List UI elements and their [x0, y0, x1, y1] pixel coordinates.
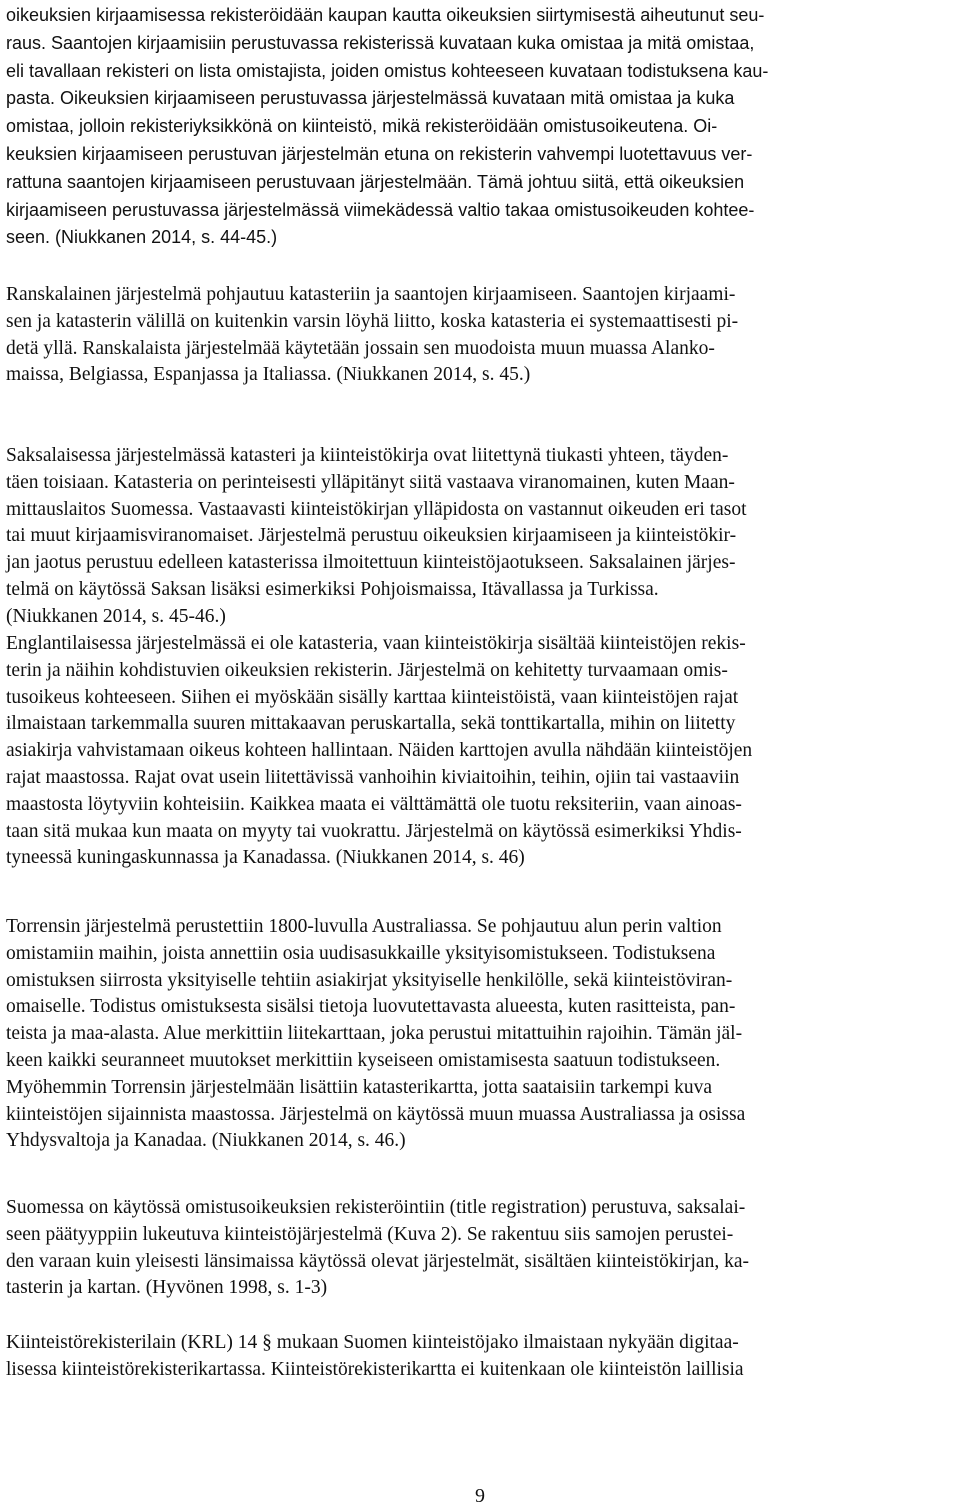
- text-line: [6, 550, 954, 577]
- text-line: [6, 631, 954, 658]
- text-segment: Yhdysvaltoja ja Kanadaa. (Niukkanen 2014, s. 46.): [6, 1130, 406, 1152]
- text-line: [6, 1102, 954, 1129]
- text-segment: tasterin ja kartan. (Hyvönen 1998, s. 1-3): [6, 1277, 328, 1299]
- paragraph: [6, 443, 954, 631]
- text-line: [6, 711, 954, 738]
- text-segment: tyneessä kuningaskunnassa ja Kanadassa. (Niukkanen 2014, s. 46): [6, 847, 525, 869]
- text-segment: asiakirja vahvistamaan oikeus kohteen hallintaan. Näiden karttojen avulla nähdään kiinteistöjen: [6, 740, 753, 762]
- text-segment: täen toisiaan. Katasteria on perinteisesti ylläpitänyt siitä vastaava viranomainen, kuten Maan-: [6, 471, 735, 493]
- paragraph: [6, 631, 954, 872]
- text-line: [6, 362, 954, 389]
- text-segment: mittauslaitos Suomessa. Vastaavasti kiinteistökirjan ylläpidosta on vastannut oikeuden eri tasot: [6, 498, 747, 520]
- text-segment: den varaan kuin yleisesti länsimaissa käytössä olevat järjestelmät, sisältäen kiinteistökirjan, ka-: [6, 1250, 749, 1272]
- text-segment: Kiinteistörekisterilain (KRL) 14 § mukaan Suomen kiinteistöjako ilmaistaan nykyään digitaa-: [6, 1332, 739, 1353]
- text-segment: oikeuksien kirjaamisessa rekisteröidään kaupan kautta oikeuksien siirtymisestä aiheutunut seu-: [6, 5, 765, 25]
- text-segment: rattuna saantojen kirjaamiseen perustuvaan järjestelmään. Tämä johtuu siitä, että oikeuksien: [6, 171, 745, 192]
- paragraph: [6, 1195, 954, 1302]
- text-segment: pasta. Oikeuksien kirjaamiseen perustuvassa järjestelmässä kuvataan mitä omistaa ja kuka: [6, 88, 735, 109]
- text-segment: Suomessa on käytössä omistusoikeuksien rekisteröintiin (title registration) perustuva, saksalai-: [6, 1197, 746, 1218]
- text-segment: lisessa kiinteistörekisterikartassa. Kiinteistörekisterikartta ei kuitenkaan ole kiinteistön laillisia: [6, 1358, 744, 1380]
- text-line: [6, 738, 954, 765]
- paragraph: [6, 1330, 954, 1384]
- text-line: [6, 968, 954, 995]
- text-line: [6, 113, 954, 141]
- text-segment: omistuksen siirrosta yksityiselle tehtiin asiakirjat yksityiselle henkilölle, sekä kiinteistöviran-: [6, 969, 733, 991]
- text-segment: jan jaotus perustuu edelleen katasterissa ilmoitettuun kiinteistöjaotukseen. Saksalainen järjes-: [6, 552, 736, 574]
- text-line: [6, 470, 954, 497]
- text-segment: omistamiin maihin, joista annettiin osia uudisasukkaille yksityisomistukseen. Todistuksena: [6, 942, 716, 964]
- text-segment: tusoikeus kohteeseen. Siihen ei myöskään sisälly karttaa kiinteistöistä, vaan kiinteistöjen rajat: [6, 686, 739, 708]
- text-segment: keuksien kirjaamiseen perustuvan järjestelmän etuna on rekisterin vahvempi luotettavuus ver-: [6, 143, 753, 164]
- text-line: [6, 224, 954, 252]
- text-segment: detä yllä. Ranskalaista järjestelmää käytetään jossain sen muodoista muun muassa Alanko-: [6, 337, 715, 359]
- text-segment: seen päätyyppiin lukeutuva kiinteistöjärjestelmä (Kuva 2). Se rakentuu siis samojen perustei-: [6, 1223, 734, 1245]
- text-line: [6, 336, 954, 363]
- text-segment: (Niukkanen 2014, s. 45-46.): [6, 605, 226, 627]
- text-line: [6, 1330, 954, 1357]
- text-line: [6, 1128, 954, 1155]
- text-line: [6, 30, 954, 58]
- text-line: [6, 497, 954, 524]
- text-line: [6, 169, 954, 197]
- text-line: [6, 197, 954, 225]
- text-line: [6, 141, 954, 169]
- text-segment: ilmaistaan tarkemmalla suuren mittakaavan peruskartalla, sekä tonttikartalla, mihin on liitetty: [6, 713, 736, 735]
- text-line: [6, 941, 954, 968]
- text-line: [6, 845, 954, 872]
- text-line: [6, 577, 954, 604]
- page-number: 9: [475, 1485, 485, 1507]
- text-segment: terin ja näihin kohdistuvien oikeuksien rekisterin. Järjestelmä on kehitetty turvaamaan omis-: [6, 659, 728, 681]
- text-segment: Myöhemmin Torrensin järjestelmään lisättiin katasterikartta, jotta saataisiin tarkempi kuva: [6, 1076, 713, 1098]
- text-line: [6, 914, 954, 941]
- text-line: [6, 1275, 954, 1302]
- text-line: [6, 1048, 954, 1075]
- text-line: [6, 58, 954, 86]
- text-segment: maastosta löytyviin kohteisiin. Kaikkea maata ei välttämättä ole tuotu reksiteriin, vaan ainoas-: [6, 793, 742, 815]
- text-line: [6, 685, 954, 712]
- text-segment: Ranskalainen järjestelmä pohjautuu katasteriin ja saantojen kirjaamiseen. Saantojen kirjaami-: [6, 284, 736, 305]
- text-segment: telmä on käytössä Saksan lisäksi esimerkiksi Pohjoismaissa, Itävallassa ja Turkissa.: [6, 578, 659, 600]
- text-segment: teista ja maa-alasta. Alue merkittiin liitekarttaan, joka perustui mitattuihin rajoihin. Tämän jäl-: [6, 1023, 743, 1045]
- text-line: [6, 765, 954, 792]
- text-segment: sen ja katasterin välillä on kuitenkin varsin löyhä liitto, koska katasteria ei systemaattisesti pi-: [6, 310, 739, 332]
- text-line: [6, 1021, 954, 1048]
- text-line: [6, 309, 954, 336]
- text-line: [6, 1357, 954, 1384]
- text-segment: Saksalaisessa järjestelmässä katasteri ja kiinteistökirja ovat liitettynä tiukasti yhteen, täyden-: [6, 445, 729, 466]
- text-line: [6, 1222, 954, 1249]
- text-segment: kirjaamiseen perustuvassa järjestelmässä viimekädessä valtio takaa omistusoikeuden kohtee-: [6, 199, 755, 220]
- text-line: [6, 282, 954, 309]
- text-segment: rajat maastossa. Rajat ovat usein liitettävissä vanhoihin kiviaitoihin, teihin, ojiin tai vastaaviin: [6, 766, 740, 788]
- text-line: [6, 1075, 954, 1102]
- text-segment: taan sitä mukaa kun maata on myyty tai vuokrattu. Järjestelmä on käytössä esimerkiksi Yhdis-: [6, 820, 742, 842]
- text-segment: raus. Saantojen kirjaamisiin perustuvassa rekisterissä kuvataan kuka omistaa ja mitä omistaa,: [6, 32, 755, 53]
- text-segment: seen. (Niukkanen 2014, s. 44-45.): [6, 227, 278, 248]
- text-segment: keen kaikki seuranneet muutokset merkittiin kyseiseen omistamisesta saatuun todistukseen.: [6, 1049, 721, 1071]
- text-line: [6, 1195, 954, 1222]
- paragraph: [6, 2, 954, 252]
- text-line: [6, 1249, 954, 1276]
- text-segment: maissa, Belgiassa, Espanjassa ja Italiassa. (Niukkanen 2014, s. 45.): [6, 364, 531, 386]
- text-segment: Englantilaisessa järjestelmässä ei ole katasteria, vaan kiinteistökirja sisältää kiinteistöjen rekis-: [6, 633, 746, 654]
- text-line: [6, 658, 954, 685]
- paragraph: [6, 282, 954, 389]
- text-segment: eli tavallaan rekisteri on lista omistajista, joiden omistus kohteeseen kuvataan todistuksena kau-: [6, 60, 769, 81]
- text-line: [6, 994, 954, 1021]
- text-segment: Torrensin järjestelmä perustettiin 1800-luvulla Australiassa. Se pohjautuu alun perin valtion: [6, 916, 722, 937]
- text-line: [6, 443, 954, 470]
- text-line: [6, 85, 954, 113]
- paragraph: [6, 914, 954, 1155]
- text-segment: omistaa, jolloin rekisteriyksikkönä on kiinteistö, mikä rekisteröidään omistusoikeutena. Oi-: [6, 116, 718, 137]
- text-line: [6, 523, 954, 550]
- text-segment: omaiselle. Todistus omistuksesta sisälsi tietoja luovutettavasta alueesta, kuten rasitteista, pan-: [6, 996, 736, 1018]
- text-line: [6, 604, 954, 631]
- text-segment: tai muut kirjaamisviranomaiset. Järjestelmä perustuu oikeuksien kirjaamiseen ja kiinteistökir-: [6, 525, 737, 547]
- text-line: [6, 2, 954, 30]
- text-segment: kiinteistöjen sijainnista maastossa. Järjestelmä on käytössä muun muassa Australiassa ja osissa: [6, 1103, 746, 1125]
- text-line: [6, 819, 954, 846]
- text-line: [6, 792, 954, 819]
